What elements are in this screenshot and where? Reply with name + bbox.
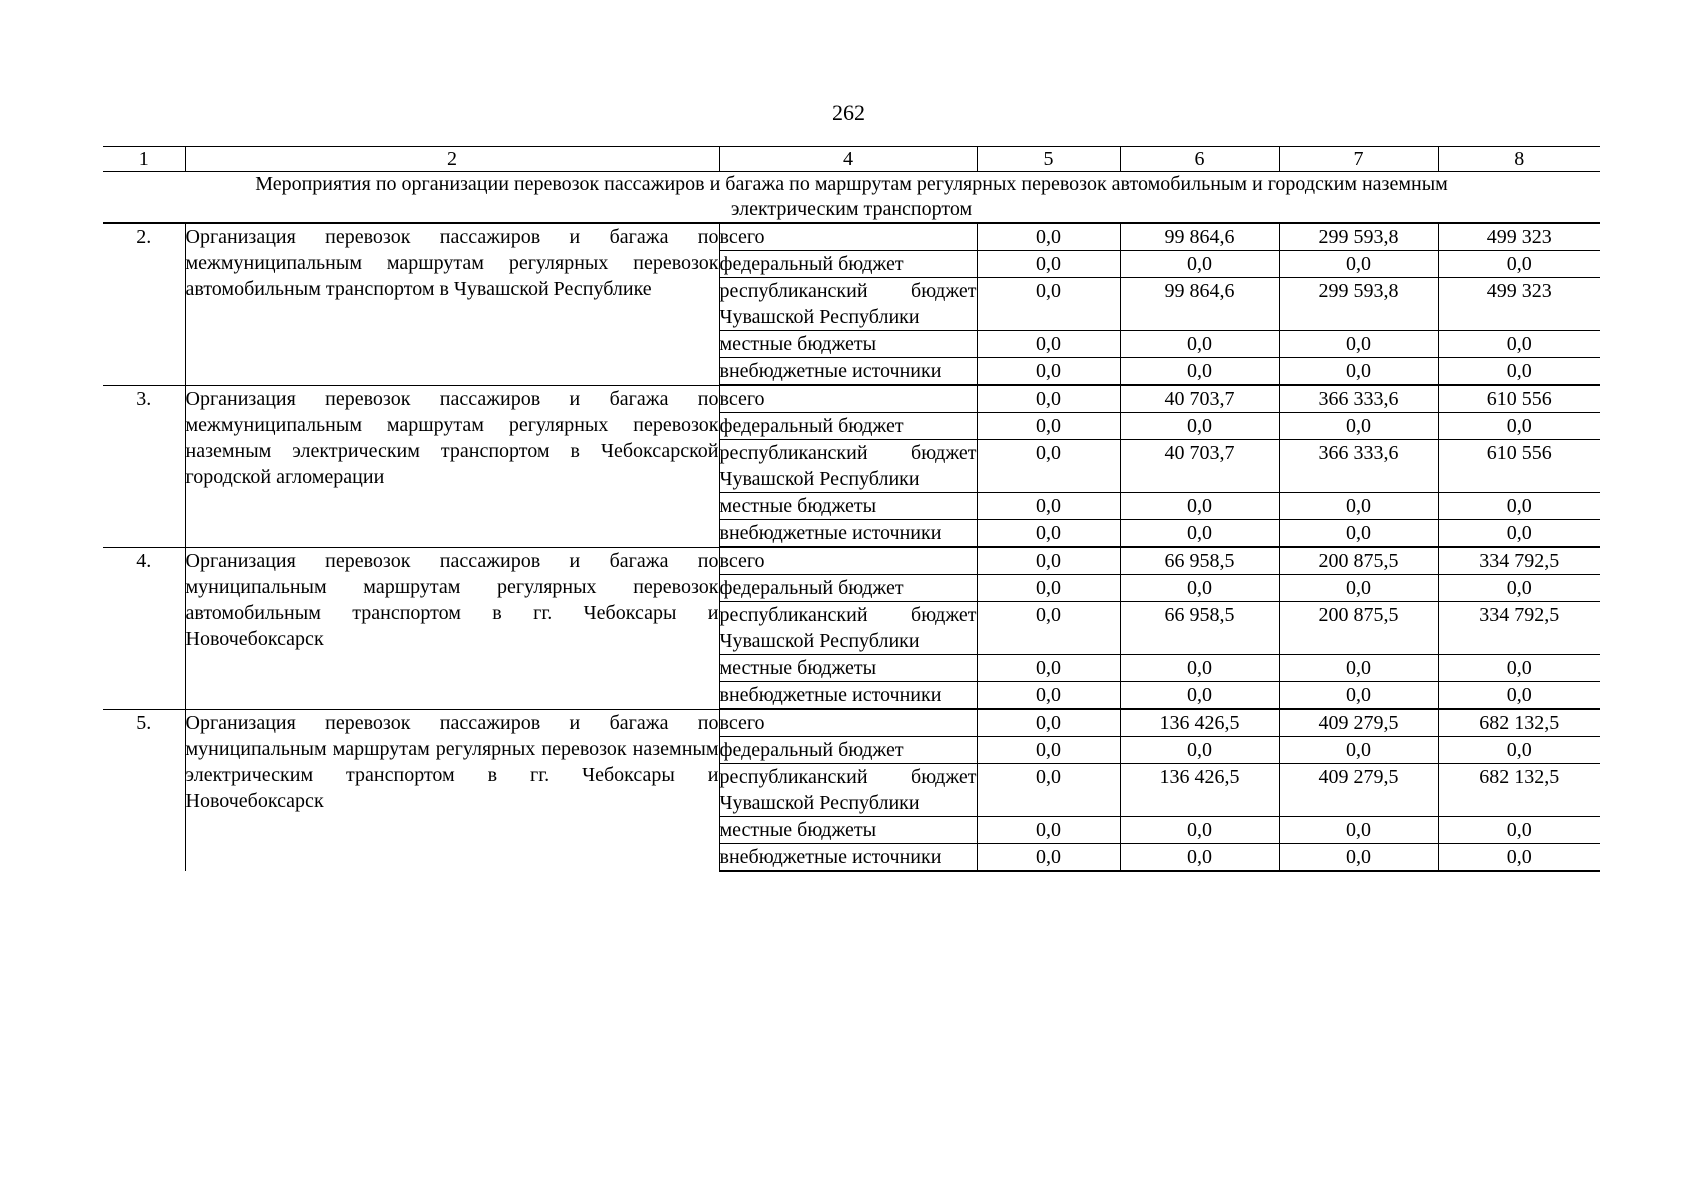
amount-col-6: 136 426,5 [1120,709,1279,737]
amount-col-8: 334 792,5 [1438,547,1600,575]
header-col-1: 1 [103,147,185,172]
amount-col-7: 409 279,5 [1279,709,1438,737]
amount-col-6: 40 703,7 [1120,385,1279,413]
table-row [103,547,1600,575]
table-row [103,223,1600,251]
amount-col-5: 0,0 [977,251,1120,278]
amount-col-7: 0,0 [1279,682,1438,710]
funding-source: республиканский бюджет Чувашской Республики [719,764,977,817]
amount-col-5: 0,0 [977,655,1120,682]
amount-col-6: 66 958,5 [1120,602,1279,655]
amount-col-8: 0,0 [1438,251,1600,278]
funding-source: республиканский бюджет Чувашской Республики [719,602,977,655]
amount-col-7: 409 279,5 [1279,764,1438,817]
amount-col-5: 0,0 [977,385,1120,413]
amount-col-6: 0,0 [1120,331,1279,358]
amount-col-8: 0,0 [1438,331,1600,358]
funding-source: местные бюджеты [719,817,977,844]
amount-col-8: 682 132,5 [1438,764,1600,817]
funding-source: республиканский бюджет Чувашской Республики [719,278,977,331]
amount-col-6: 66 958,5 [1120,547,1279,575]
amount-col-8: 0,0 [1438,493,1600,520]
amount-col-7: 299 593,8 [1279,278,1438,331]
funding-source: местные бюджеты [719,655,977,682]
amount-col-6: 0,0 [1120,251,1279,278]
amount-col-8: 0,0 [1438,817,1600,844]
header-col-4: 4 [719,147,977,172]
amount-col-8: 334 792,5 [1438,602,1600,655]
amount-col-8: 610 556 [1438,440,1600,493]
amount-col-8: 0,0 [1438,358,1600,386]
amount-col-6: 0,0 [1120,358,1279,386]
amount-col-5: 0,0 [977,575,1120,602]
activity-number: 4. [103,547,185,709]
header-col-2: 2 [185,147,719,172]
amount-col-7: 0,0 [1279,358,1438,386]
amount-col-7: 0,0 [1279,817,1438,844]
amount-col-7: 0,0 [1279,331,1438,358]
activity-name: Организация перевозок пассажиров и багажа по межмуниципальным маршрутам регулярных перевозок наземным электрическим транспортом в Чебоксарской городской агломерации [185,385,719,547]
activity-number: 3. [103,385,185,547]
page-number: 262 [832,100,865,125]
amount-col-8: 682 132,5 [1438,709,1600,737]
activity-name: Организация перевозок пассажиров и багажа по муниципальным маршрутам регулярных перевозок автомобильным транспортом в гг. Чебоксары и Новочебоксарск [185,547,719,709]
activity-number: 2. [103,223,185,385]
amount-col-7: 299 593,8 [1279,223,1438,251]
amount-col-6: 0,0 [1120,655,1279,682]
amount-col-8: 0,0 [1438,737,1600,764]
funding-source: всего [719,385,977,413]
funding-source: внебюджетные источники [719,520,977,548]
header-col-8: 8 [1438,147,1600,172]
amount-col-5: 0,0 [977,331,1120,358]
amount-col-7: 0,0 [1279,844,1438,872]
amount-col-7: 0,0 [1279,520,1438,548]
amount-col-7: 0,0 [1279,737,1438,764]
funding-table [103,146,1600,872]
funding-source: всего [719,223,977,251]
activity-name: Организация перевозок пассажиров и багажа по муниципальным маршрутам регулярных перевозок наземным электрическим транспортом в гг. Чебоксары и Новочебоксарск [185,709,719,871]
funding-source: федеральный бюджет [719,575,977,602]
amount-col-8: 0,0 [1438,655,1600,682]
funding-source: федеральный бюджет [719,737,977,764]
amount-col-6: 0,0 [1120,817,1279,844]
amount-col-6: 99 864,6 [1120,223,1279,251]
amount-col-6: 99 864,6 [1120,278,1279,331]
activity-name: Организация перевозок пассажиров и багажа по межмуниципальным маршрутам регулярных перевозок автомобильным транспортом в Чувашской Республике [185,223,719,385]
funding-source: местные бюджеты [719,493,977,520]
amount-col-6: 0,0 [1120,575,1279,602]
amount-col-7: 366 333,6 [1279,440,1438,493]
amount-col-5: 0,0 [977,709,1120,737]
amount-col-7: 366 333,6 [1279,385,1438,413]
funding-source: всего [719,547,977,575]
amount-col-8: 0,0 [1438,575,1600,602]
amount-col-6: 0,0 [1120,682,1279,710]
header-col-5: 5 [977,147,1120,172]
funding-source: внебюджетные источники [719,844,977,872]
amount-col-6: 0,0 [1120,844,1279,872]
funding-source: внебюджетные источники [719,358,977,386]
amount-col-7: 0,0 [1279,413,1438,440]
amount-col-8: 0,0 [1438,682,1600,710]
amount-col-7: 0,0 [1279,251,1438,278]
header-col-7: 7 [1279,147,1438,172]
amount-col-8: 0,0 [1438,844,1600,872]
column-number-header-row [103,147,1600,172]
amount-col-5: 0,0 [977,223,1120,251]
amount-col-5: 0,0 [977,682,1120,710]
table-row [103,385,1600,413]
activity-number: 5. [103,709,185,871]
amount-col-8: 499 323 [1438,223,1600,251]
funding-source: федеральный бюджет [719,251,977,278]
amount-col-6: 136 426,5 [1120,764,1279,817]
funding-source: внебюджетные источники [719,682,977,710]
amount-col-7: 0,0 [1279,575,1438,602]
amount-col-5: 0,0 [977,440,1120,493]
amount-col-5: 0,0 [977,278,1120,331]
amount-col-5: 0,0 [977,817,1120,844]
amount-col-5: 0,0 [977,493,1120,520]
amount-col-8: 610 556 [1438,385,1600,413]
funding-source: местные бюджеты [719,331,977,358]
section-title: Мероприятия по организации перевозок пассажиров и багажа по маршрутам регулярных перевозок автомобильным и городским наземным электрическим транспортом [103,172,1600,224]
amount-col-8: 499 323 [1438,278,1600,331]
amount-col-7: 0,0 [1279,493,1438,520]
amount-col-7: 200 875,5 [1279,547,1438,575]
amount-col-5: 0,0 [977,520,1120,548]
funding-source: федеральный бюджет [719,413,977,440]
amount-col-8: 0,0 [1438,413,1600,440]
funding-source: всего [719,709,977,737]
amount-col-5: 0,0 [977,844,1120,872]
amount-col-5: 0,0 [977,358,1120,386]
section-title-row [103,172,1600,224]
amount-col-6: 0,0 [1120,520,1279,548]
amount-col-6: 40 703,7 [1120,440,1279,493]
amount-col-6: 0,0 [1120,413,1279,440]
funding-source: республиканский бюджет Чувашской Республики [719,440,977,493]
amount-col-5: 0,0 [977,413,1120,440]
table-row [103,709,1600,737]
amount-col-7: 200 875,5 [1279,602,1438,655]
amount-col-5: 0,0 [977,764,1120,817]
amount-col-5: 0,0 [977,547,1120,575]
header-col-6: 6 [1120,147,1279,172]
amount-col-8: 0,0 [1438,520,1600,548]
amount-col-5: 0,0 [977,737,1120,764]
amount-col-7: 0,0 [1279,655,1438,682]
amount-col-6: 0,0 [1120,737,1279,764]
amount-col-6: 0,0 [1120,493,1279,520]
amount-col-5: 0,0 [977,602,1120,655]
